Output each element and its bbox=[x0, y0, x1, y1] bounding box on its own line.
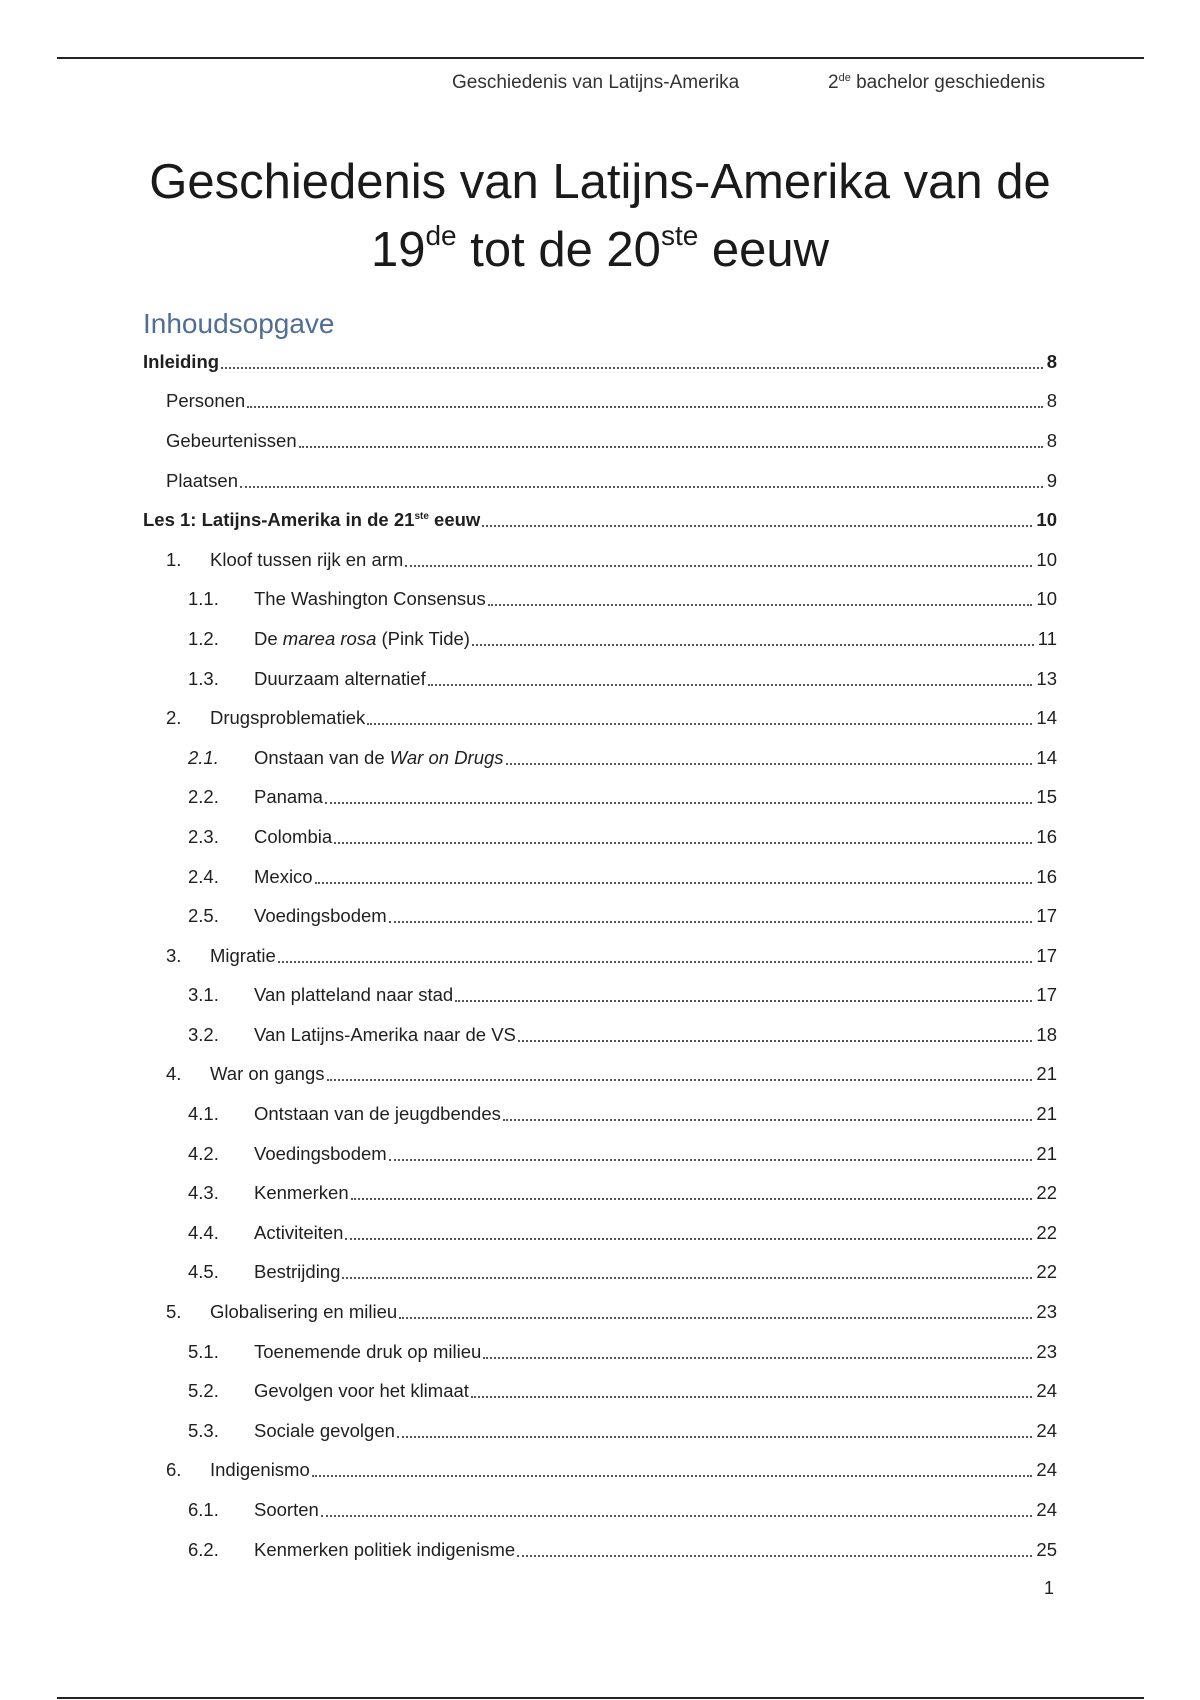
toc-entry-page: 14 bbox=[1036, 746, 1057, 768]
toc-entry-label: Toenemende druk op milieu bbox=[254, 1340, 482, 1362]
toc-entry[interactable] bbox=[143, 500, 1057, 540]
toc-entry[interactable] bbox=[143, 1371, 1057, 1411]
toc-entry-label: Kloof tussen rijk en arm bbox=[210, 548, 404, 570]
toc-dot-leader bbox=[397, 1436, 1033, 1438]
toc-entry[interactable] bbox=[143, 778, 1057, 818]
toc-entry[interactable] bbox=[143, 1530, 1057, 1570]
toc-entry-page: 24 bbox=[1036, 1499, 1057, 1521]
toc-entry-number: 6. bbox=[166, 1459, 182, 1481]
toc-entry-label: Inleiding bbox=[143, 350, 220, 372]
toc-entry-label-part: (Pink Tide) bbox=[376, 627, 470, 649]
toc-entry-label-italic: War on Drugs bbox=[389, 746, 504, 768]
toc-dot-leader bbox=[405, 565, 1032, 567]
toc-dot-leader bbox=[327, 1079, 1033, 1081]
toc-entry[interactable] bbox=[143, 1411, 1057, 1451]
toc-entry[interactable] bbox=[143, 817, 1057, 857]
toc-entry-number: 4.5. bbox=[188, 1261, 219, 1283]
toc-entry-label: War on gangs bbox=[210, 1063, 325, 1085]
toc-entry-label: Plaatsen bbox=[166, 469, 238, 491]
toc-entry-number: 2.5. bbox=[188, 905, 219, 927]
toc-dot-leader bbox=[506, 763, 1033, 765]
toc-entry-page: 10 bbox=[1036, 588, 1057, 610]
toc-entry[interactable] bbox=[143, 1253, 1057, 1293]
toc-entry-page: 8 bbox=[1046, 429, 1057, 451]
toc-entry-label bbox=[143, 509, 482, 531]
toc-entry[interactable] bbox=[143, 1173, 1057, 1213]
toc-dot-leader bbox=[503, 1119, 1033, 1121]
toc-entry[interactable] bbox=[143, 896, 1057, 936]
toc-entry[interactable] bbox=[143, 857, 1057, 897]
toc-entry-page: 24 bbox=[1036, 1380, 1057, 1402]
toc-entry-number: 5. bbox=[166, 1301, 182, 1323]
toc-dot-leader bbox=[483, 1357, 1032, 1359]
toc-entry-page: 11 bbox=[1037, 627, 1057, 649]
toc-entry[interactable] bbox=[143, 738, 1057, 778]
toc-entry-number: 2.2. bbox=[188, 786, 219, 808]
toc-entry-label: Soorten bbox=[254, 1499, 319, 1521]
toc-dot-leader bbox=[389, 1159, 1033, 1161]
toc-entry-number: 2.4. bbox=[188, 865, 219, 887]
toc-entry-label: Voedingsbodem bbox=[254, 905, 387, 927]
toc-entry[interactable] bbox=[143, 1451, 1057, 1491]
toc-entry-number: 3. bbox=[166, 944, 182, 966]
toc-dot-leader bbox=[334, 842, 1032, 844]
toc-entry-page: 25 bbox=[1036, 1538, 1057, 1560]
toc-entry-number: 2. bbox=[166, 707, 182, 729]
toc-entry-page: 17 bbox=[1036, 905, 1057, 927]
toc-entry-number: 2.1. bbox=[188, 746, 219, 768]
toc-entry-label: Sociale gevolgen bbox=[254, 1419, 395, 1441]
toc-entry-page: 13 bbox=[1036, 667, 1057, 689]
toc-entry-page: 10 bbox=[1036, 548, 1057, 570]
toc-entry[interactable] bbox=[143, 619, 1057, 659]
toc-entry-label-italic: marea rosa bbox=[282, 627, 377, 649]
toc-entry-number: 6.1. bbox=[188, 1499, 219, 1521]
toc-entry-number: 6.2. bbox=[188, 1538, 219, 1560]
toc-entry-page: 9 bbox=[1046, 469, 1057, 491]
toc-entry-page: 17 bbox=[1036, 984, 1057, 1006]
toc-entry-page: 23 bbox=[1036, 1340, 1057, 1362]
toc-dot-leader bbox=[247, 406, 1043, 408]
toc-dot-leader bbox=[321, 1515, 1033, 1517]
toc-entry-label: Migratie bbox=[210, 944, 276, 966]
toc-entry[interactable] bbox=[143, 1134, 1057, 1174]
toc-entry-page: 17 bbox=[1036, 944, 1057, 966]
toc-entry-label: Bestrijding bbox=[254, 1261, 341, 1283]
toc-entry-label: Voedingsbodem bbox=[254, 1142, 387, 1164]
toc-entry-page: 22 bbox=[1036, 1221, 1057, 1243]
running-header-course: Geschiedenis van Latijns-Amerika bbox=[452, 72, 740, 93]
toc-entry-label-part: Les 1: Latijns-Amerika in de 21 bbox=[143, 509, 415, 531]
toc-entry-label: Activiteiten bbox=[254, 1221, 344, 1243]
toc-entry-page: 22 bbox=[1036, 1261, 1057, 1283]
toc-dot-leader bbox=[399, 1317, 1032, 1319]
header-rule bbox=[57, 57, 1144, 59]
toc-entry-number: 1. bbox=[166, 548, 182, 570]
toc-entry-label-part: Onstaan van de bbox=[254, 746, 390, 768]
toc-entry[interactable] bbox=[143, 540, 1057, 580]
toc-entry-page: 21 bbox=[1036, 1142, 1057, 1164]
toc-entry-page: 23 bbox=[1036, 1301, 1057, 1323]
toc-entry-page: 8 bbox=[1046, 390, 1057, 412]
toc-entry-number: 5.3. bbox=[188, 1419, 219, 1441]
title-line-1: Geschiedenis van Latijns-Amerika van de bbox=[149, 155, 1051, 209]
toc-entry-page: 15 bbox=[1036, 786, 1057, 808]
toc-entry-label: Gebeurtenissen bbox=[166, 429, 297, 451]
toc-heading: Inhoudsopgave bbox=[143, 308, 335, 339]
toc-entry-number: 2.3. bbox=[188, 825, 219, 847]
program-label: bachelor geschiedenis bbox=[850, 72, 1046, 93]
toc-entry-page: 18 bbox=[1036, 1023, 1057, 1045]
toc-entry-page: 22 bbox=[1036, 1182, 1057, 1204]
toc-entry-label: Kenmerken politiek indigenisme bbox=[254, 1538, 516, 1560]
toc-entry-number: 5.2. bbox=[188, 1380, 219, 1402]
toc-entry-label: Kenmerken bbox=[254, 1182, 349, 1204]
toc-dot-leader bbox=[315, 882, 1033, 884]
table-of-contents bbox=[143, 342, 1057, 1569]
toc-entry-page: 14 bbox=[1036, 707, 1057, 729]
toc-dot-leader bbox=[488, 604, 1033, 606]
toc-dot-leader bbox=[325, 802, 1033, 804]
toc-entry-page: 16 bbox=[1036, 825, 1057, 847]
toc-entry-page: 21 bbox=[1036, 1103, 1057, 1125]
toc-entry-label: Van Latijns-Amerika naar de VS bbox=[254, 1023, 516, 1045]
toc-entry[interactable] bbox=[143, 461, 1057, 501]
toc-entry-label: Mexico bbox=[254, 865, 313, 887]
toc-entry-page: 16 bbox=[1036, 865, 1057, 887]
toc-entry-page: 21 bbox=[1036, 1063, 1057, 1085]
toc-dot-leader bbox=[351, 1198, 1033, 1200]
toc-entry[interactable] bbox=[143, 1292, 1057, 1332]
toc-entry[interactable] bbox=[143, 659, 1057, 699]
toc-entry-number: 1.2. bbox=[188, 627, 219, 649]
title-century-2-suffix: ste bbox=[660, 220, 699, 251]
toc-entry-number: 4.3. bbox=[188, 1182, 219, 1204]
toc-entry-label: Van platteland naar stad bbox=[254, 984, 454, 1006]
toc-dot-leader bbox=[471, 1396, 1033, 1398]
toc-entry-number: 4.4. bbox=[188, 1221, 219, 1243]
toc-entry-label: Panama bbox=[254, 786, 323, 808]
toc-entry-number: 5.1. bbox=[188, 1340, 219, 1362]
title-century-1: 19 bbox=[370, 223, 426, 277]
toc-dot-leader bbox=[517, 1555, 1032, 1557]
program-year-suffix: de bbox=[838, 72, 851, 84]
toc-entry-label: Colombia bbox=[254, 825, 333, 847]
toc-entry-label-part: De bbox=[254, 627, 283, 649]
toc-dot-leader bbox=[312, 1475, 1033, 1477]
toc-entry-page: 24 bbox=[1036, 1419, 1057, 1441]
title-century-2: tot de 20 bbox=[456, 223, 661, 277]
toc-dot-leader bbox=[482, 525, 1032, 527]
toc-entry[interactable] bbox=[143, 580, 1057, 620]
toc-entry-number: 1.1. bbox=[188, 588, 219, 610]
toc-entry-label: The Washington Consensus bbox=[254, 588, 486, 610]
toc-entry[interactable] bbox=[143, 698, 1057, 738]
toc-entry-number: 3.2. bbox=[188, 1023, 219, 1045]
toc-entry-label: Personen bbox=[166, 390, 246, 412]
toc-entry-label: Globalisering en milieu bbox=[210, 1301, 398, 1323]
toc-dot-leader bbox=[345, 1238, 1032, 1240]
toc-dot-leader bbox=[240, 486, 1043, 488]
toc-entry-page: 24 bbox=[1036, 1459, 1057, 1481]
toc-entry-label bbox=[254, 747, 506, 769]
toc-entry-number: 1.3. bbox=[188, 667, 219, 689]
running-header-program bbox=[828, 72, 1045, 94]
toc-entry-page: 10 bbox=[1036, 509, 1057, 531]
toc-entry-label: Drugsproblematiek bbox=[210, 707, 366, 729]
toc-entry-number: 3.1. bbox=[188, 984, 219, 1006]
toc-entry-label: Indigenismo bbox=[210, 1459, 310, 1481]
toc-entry[interactable] bbox=[143, 1490, 1057, 1530]
toc-entry-page: 8 bbox=[1046, 350, 1057, 372]
toc-entry-label-superscript: ste bbox=[414, 511, 429, 523]
toc-entry[interactable] bbox=[143, 1213, 1057, 1253]
toc-dot-leader bbox=[278, 961, 1033, 963]
program-year: 2 bbox=[828, 72, 839, 93]
toc-entry-label: Gevolgen voor het klimaat bbox=[254, 1380, 469, 1402]
toc-dot-leader bbox=[428, 684, 1033, 686]
toc-dot-leader bbox=[472, 644, 1034, 646]
toc-dot-leader bbox=[299, 446, 1043, 448]
toc-dot-leader bbox=[389, 921, 1033, 923]
title-line-2 bbox=[100, 216, 1100, 284]
toc-dot-leader bbox=[342, 1277, 1032, 1279]
toc-entry-label: Duurzaam alternatief bbox=[254, 667, 426, 689]
toc-entry-number: 4.1. bbox=[188, 1103, 219, 1125]
toc-entry[interactable] bbox=[143, 936, 1057, 976]
footer-rule bbox=[57, 1697, 1144, 1699]
toc-entry[interactable] bbox=[143, 342, 1057, 382]
toc-dot-leader bbox=[221, 367, 1043, 369]
toc-dot-leader bbox=[367, 723, 1032, 725]
toc-dot-leader bbox=[518, 1040, 1033, 1042]
toc-entry[interactable] bbox=[143, 382, 1057, 422]
toc-entry[interactable] bbox=[143, 1015, 1057, 1055]
toc-entry-label-part: eeuw bbox=[428, 509, 481, 531]
toc-entry-number: 4.2. bbox=[188, 1142, 219, 1164]
document-title bbox=[100, 148, 1100, 284]
toc-dot-leader bbox=[455, 1000, 1032, 1002]
toc-entry[interactable] bbox=[143, 1055, 1057, 1095]
title-century-1-suffix: de bbox=[425, 220, 457, 251]
toc-entry-label bbox=[254, 628, 472, 650]
title-end: eeuw bbox=[698, 223, 830, 277]
page-number: 1 bbox=[1044, 1578, 1055, 1598]
toc-entry[interactable] bbox=[143, 1332, 1057, 1372]
toc-entry-number: 4. bbox=[166, 1063, 182, 1085]
toc-entry-label: Ontstaan van de jeugdbendes bbox=[254, 1103, 501, 1125]
toc-entry[interactable] bbox=[143, 976, 1057, 1016]
toc-entry[interactable] bbox=[143, 1094, 1057, 1134]
toc-entry[interactable] bbox=[143, 421, 1057, 461]
